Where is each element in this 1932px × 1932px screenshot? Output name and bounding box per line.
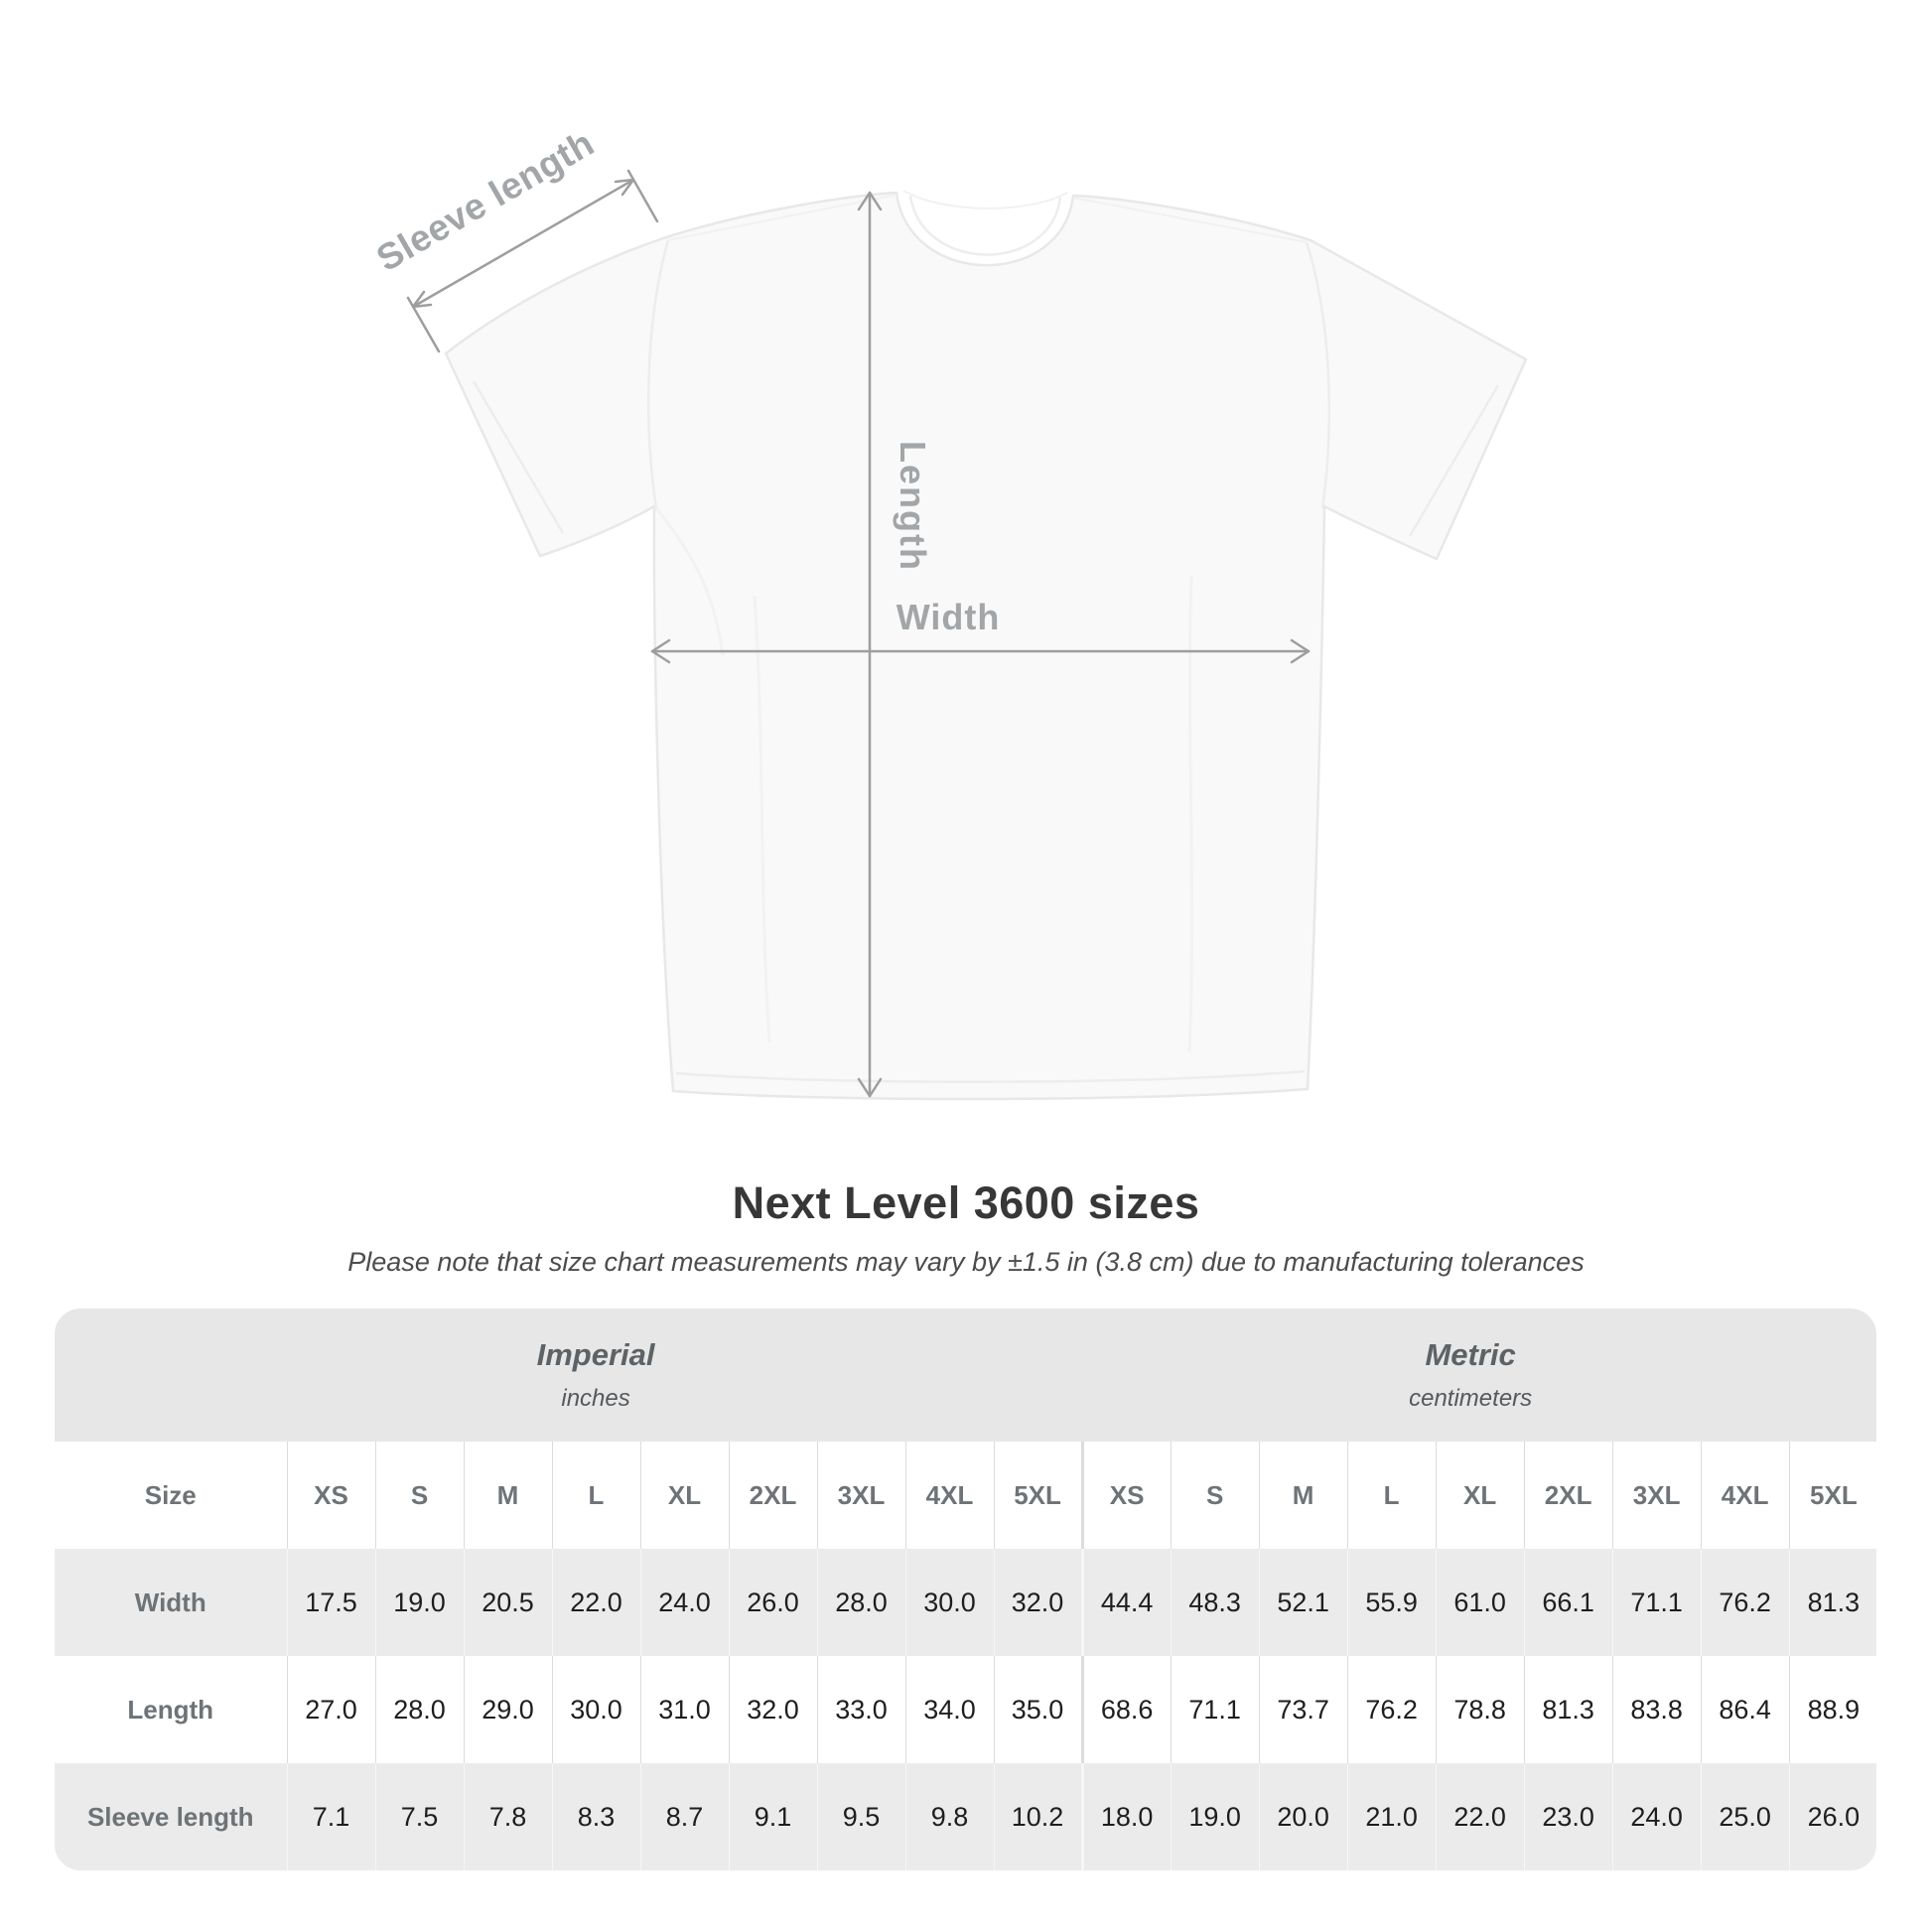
value-cell: 19.0 <box>1171 1763 1259 1870</box>
value-cell: 71.1 <box>1171 1656 1259 1763</box>
unit-group-row <box>55 1309 1876 1442</box>
value-cell: 10.2 <box>994 1763 1082 1870</box>
size-header: 2XL <box>1524 1442 1612 1549</box>
value-cell: 25.0 <box>1701 1763 1789 1870</box>
value-cell: 52.1 <box>1259 1549 1347 1656</box>
value-cell: 44.4 <box>1082 1549 1171 1656</box>
size-header: M <box>1259 1442 1347 1549</box>
value-cell: 35.0 <box>994 1656 1082 1763</box>
value-cell: 23.0 <box>1524 1763 1612 1870</box>
sleeve-length-dimension-label: Sleeve length <box>369 122 602 280</box>
value-cell: 32.0 <box>994 1549 1082 1656</box>
metric-group-header <box>1082 1309 1876 1442</box>
size-header: XL <box>640 1442 729 1549</box>
size-table-container <box>55 1309 1876 1870</box>
value-cell: 34.0 <box>905 1656 994 1763</box>
page-title: Next Level 3600 sizes <box>732 1177 1200 1228</box>
size-header: 3XL <box>1612 1442 1701 1549</box>
value-cell: 9.1 <box>729 1763 817 1870</box>
collar-inner-seam <box>910 196 1060 255</box>
value-cell: 68.6 <box>1082 1656 1171 1763</box>
tshirt-silhouette <box>446 193 1526 1099</box>
value-cell: 76.2 <box>1347 1656 1436 1763</box>
value-cell: 22.0 <box>552 1549 640 1656</box>
width-dimension-label: Width <box>896 597 1001 637</box>
value-cell: 20.0 <box>1259 1763 1347 1870</box>
size-header: 4XL <box>905 1442 994 1549</box>
value-cell: 8.3 <box>552 1763 640 1870</box>
value-cell: 83.8 <box>1612 1656 1701 1763</box>
imperial-group-title: Imperial <box>536 1337 655 1372</box>
value-cell: 81.3 <box>1789 1549 1876 1656</box>
size-header: L <box>1347 1442 1436 1549</box>
value-cell: 29.0 <box>464 1656 552 1763</box>
tolerance-note: Please note that size chart measurements may vary by ±1.5 in (3.8 cm) due to manufacturing tolerances <box>347 1247 1585 1277</box>
size-header: 5XL <box>1789 1442 1876 1549</box>
value-cell: 26.0 <box>1789 1763 1876 1870</box>
collar-back-seam <box>903 191 1067 208</box>
size-header: M <box>464 1442 552 1549</box>
row-label: Sleeve length <box>86 1801 254 1832</box>
value-cell: 78.8 <box>1436 1656 1524 1763</box>
value-cell: 28.0 <box>375 1656 464 1763</box>
table-row-sleeve-length <box>55 1763 1876 1870</box>
value-cell: 61.0 <box>1436 1549 1524 1656</box>
value-cell: 8.7 <box>640 1763 729 1870</box>
value-cell: 7.8 <box>464 1763 552 1870</box>
length-dimension-label: Length <box>893 441 933 572</box>
value-cell: 88.9 <box>1789 1656 1876 1763</box>
value-cell: 28.0 <box>817 1549 905 1656</box>
value-cell: 7.5 <box>375 1763 464 1870</box>
row-label: Width <box>134 1587 207 1617</box>
size-header: L <box>552 1442 640 1549</box>
value-cell: 19.0 <box>375 1549 464 1656</box>
size-header: 2XL <box>729 1442 817 1549</box>
value-cell: 32.0 <box>729 1656 817 1763</box>
value-cell: 81.3 <box>1524 1656 1612 1763</box>
value-cell: 48.3 <box>1171 1549 1259 1656</box>
value-cell: 20.5 <box>464 1549 552 1656</box>
value-cell: 7.1 <box>287 1763 375 1870</box>
imperial-group-header <box>55 1309 1082 1442</box>
value-cell: 55.9 <box>1347 1549 1436 1656</box>
size-table <box>55 1309 1876 1870</box>
size-header: XL <box>1436 1442 1524 1549</box>
table-row-length <box>55 1656 1876 1763</box>
value-cell: 24.0 <box>640 1549 729 1656</box>
metric-group-title: Metric <box>1425 1337 1516 1372</box>
size-header: 5XL <box>994 1442 1082 1549</box>
value-cell: 76.2 <box>1701 1549 1789 1656</box>
value-cell: 30.0 <box>905 1549 994 1656</box>
value-cell: 22.0 <box>1436 1763 1524 1870</box>
size-header: XS <box>1082 1442 1171 1549</box>
row-label: Length <box>127 1694 214 1725</box>
size-header: 4XL <box>1701 1442 1789 1549</box>
size-column-header: Size <box>144 1479 197 1510</box>
value-cell: 17.5 <box>287 1549 375 1656</box>
value-cell: 71.1 <box>1612 1549 1701 1656</box>
metric-group-unit: centimeters <box>1409 1385 1533 1412</box>
value-cell: 30.0 <box>552 1656 640 1763</box>
size-header: 3XL <box>817 1442 905 1549</box>
value-cell: 18.0 <box>1082 1763 1171 1870</box>
size-header: XS <box>287 1442 375 1549</box>
value-cell: 31.0 <box>640 1656 729 1763</box>
imperial-group-unit: inches <box>561 1385 630 1412</box>
tshirt-illustration <box>446 191 1526 1099</box>
table-row-width <box>55 1549 1876 1656</box>
size-header-row <box>55 1442 1876 1549</box>
value-cell: 9.8 <box>905 1763 994 1870</box>
value-cell: 21.0 <box>1347 1763 1436 1870</box>
value-cell: 66.1 <box>1524 1549 1612 1656</box>
value-cell: 24.0 <box>1612 1763 1701 1870</box>
value-cell: 73.7 <box>1259 1656 1347 1763</box>
value-cell: 27.0 <box>287 1656 375 1763</box>
size-header: S <box>1171 1442 1259 1549</box>
value-cell: 86.4 <box>1701 1656 1789 1763</box>
value-cell: 26.0 <box>729 1549 817 1656</box>
size-header: S <box>375 1442 464 1549</box>
value-cell: 9.5 <box>817 1763 905 1870</box>
value-cell: 33.0 <box>817 1656 905 1763</box>
